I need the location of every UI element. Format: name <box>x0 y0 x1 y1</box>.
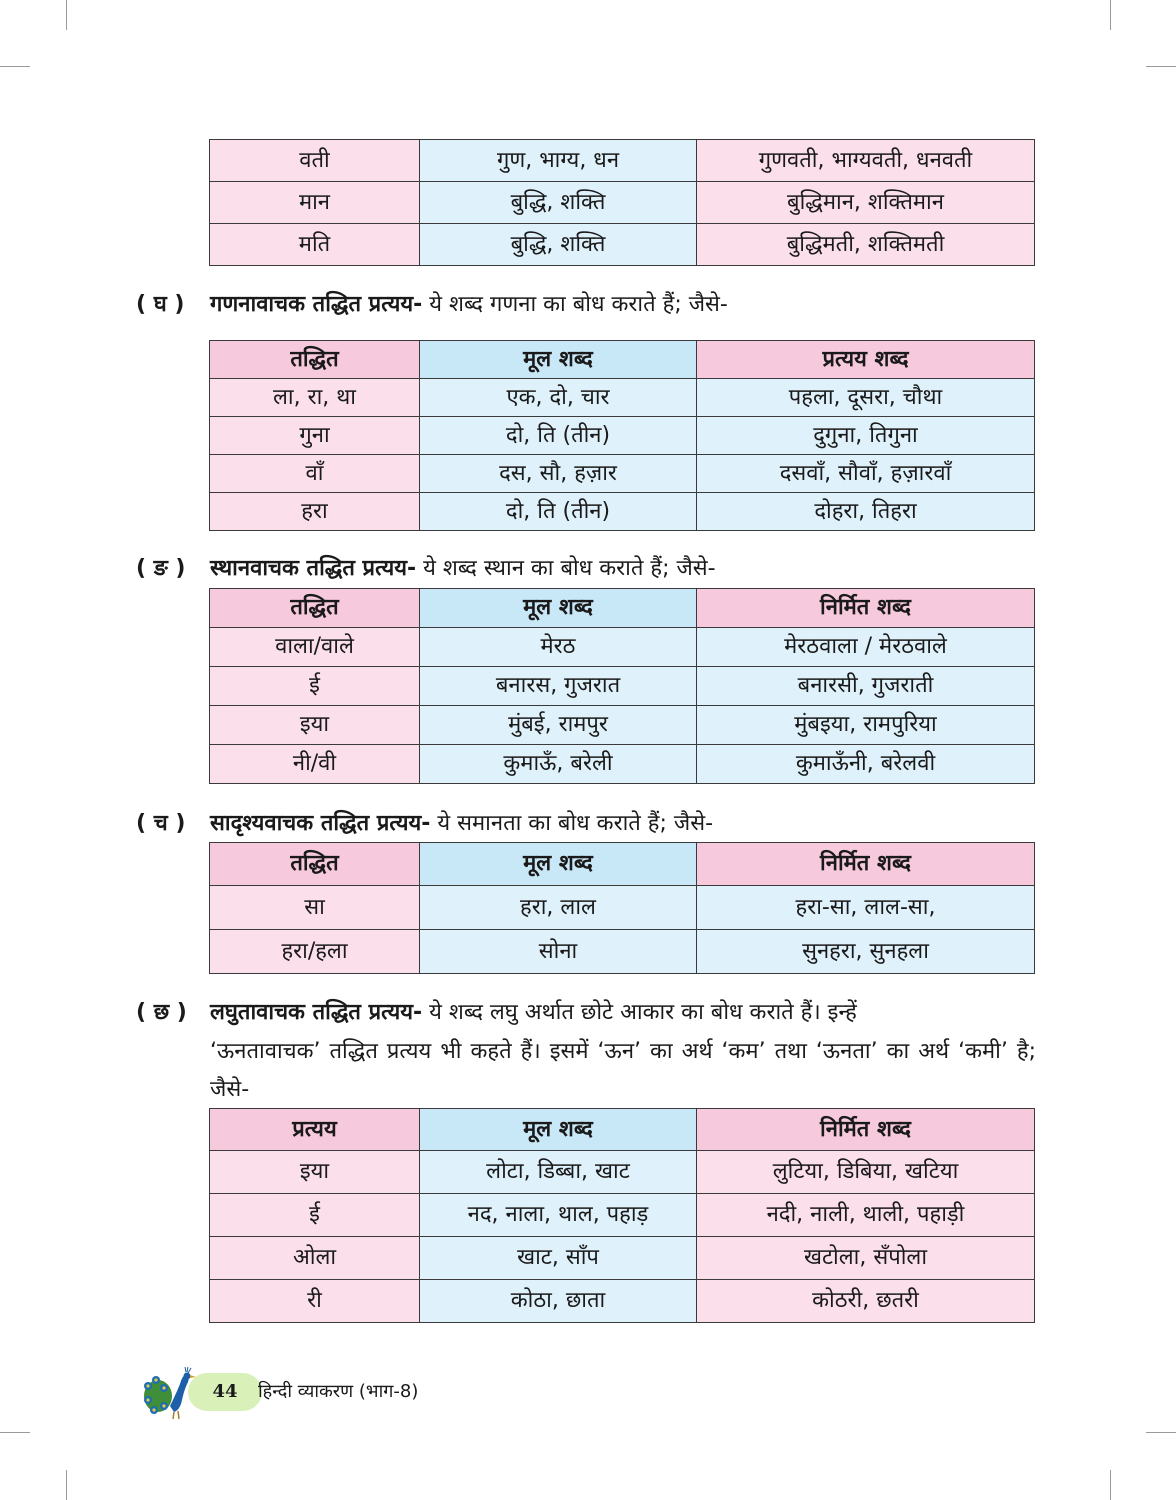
table-cell: नदी, नाली, थाली, पहाड़ी <box>697 1194 1035 1237</box>
table-header-row <box>210 1109 1035 1151</box>
table-cell: दोहरा, तिहरा <box>697 493 1035 531</box>
table-header-row <box>210 589 1035 628</box>
column-header: तद्धित <box>210 589 420 628</box>
crop-mark <box>0 1432 30 1433</box>
table-row <box>210 667 1035 706</box>
table-cell: एक, दो, चार <box>420 379 697 417</box>
table-cell: दो, ति (तीन) <box>420 493 697 531</box>
column-header: तद्धित <box>210 341 420 379</box>
table-cell: दस, सौ, हज़ार <box>420 455 697 493</box>
column-header: निर्मित शब्द <box>697 1109 1035 1151</box>
table-cell: मति <box>210 224 420 266</box>
table-cell: हरा <box>210 493 420 531</box>
crop-mark <box>66 0 67 30</box>
table-cell: ई <box>210 667 420 706</box>
table-row <box>210 628 1035 667</box>
section-heading-chha <box>136 994 1036 1032</box>
page-footer <box>140 1366 500 1420</box>
table-cell: ई <box>210 1194 420 1237</box>
page-number: 44 <box>188 1373 262 1411</box>
table-sadrishyavachak <box>209 842 1035 974</box>
section-label: ( छ ) <box>136 1000 187 1025</box>
section-label: ( ङ ) <box>136 556 186 581</box>
table-row <box>210 1194 1035 1237</box>
table-cell: मेरठवाला / मेरठवाले <box>697 628 1035 667</box>
table-row <box>210 886 1035 930</box>
table-cell: गुण, भाग्य, धन <box>420 140 697 182</box>
book-title: हिन्दी व्याकरण (भाग-8) <box>258 1381 419 1402</box>
table-cell: बुद्धि, शक्ति <box>420 182 697 224</box>
table-cell: हरा, लाल <box>420 886 697 930</box>
table-cell: पहला, दूसरा, चौथा <box>697 379 1035 417</box>
table-cell: हरा-सा, लाल-सा, <box>697 886 1035 930</box>
section-heading-gha <box>136 286 1036 324</box>
crop-mark <box>1146 1432 1176 1433</box>
table-cell: सोना <box>420 930 697 974</box>
section-title: लघुतावाचक तद्धित प्रत्यय- <box>210 1000 423 1025</box>
column-header: निर्मित शब्द <box>697 589 1035 628</box>
section-text: ये शब्द लघु अर्थात छोटे आकार का बोध कराते हैं। इन्हें <box>422 1000 857 1025</box>
table-cell: सा <box>210 886 420 930</box>
table-cell: कुमाऊँ, बरेली <box>420 745 697 784</box>
table-cell: ओला <box>210 1237 420 1280</box>
table-row <box>210 745 1035 784</box>
column-header: मूल शब्द <box>420 589 697 628</box>
column-header: प्रत्यय शब्द <box>697 341 1035 379</box>
table-header-row <box>210 843 1035 886</box>
table-cell: गुणवती, भाग्यवती, धनवती <box>697 140 1035 182</box>
table-cell: खाट, साँप <box>420 1237 697 1280</box>
section-text: ये समानता का बोध कराते हैं; जैसे- <box>430 811 714 836</box>
table-cell: मेरठ <box>420 628 697 667</box>
table-cell: नी/वी <box>210 745 420 784</box>
table-cell: गुना <box>210 417 420 455</box>
section-text: ये शब्द गणना का बोध कराते हैं; जैसे- <box>422 292 728 317</box>
column-header: मूल शब्द <box>420 341 697 379</box>
table-gananavachak <box>209 340 1035 531</box>
table-cell: लोटा, डिब्बा, खाट <box>420 1151 697 1194</box>
table-cell: दसवाँ, सौवाँ, हज़ारवाँ <box>697 455 1035 493</box>
table-cell: बनारसी, गुजराती <box>697 667 1035 706</box>
table-cell: खटोला, सँपोला <box>697 1237 1035 1280</box>
table-cell: बनारस, गुजरात <box>420 667 697 706</box>
crop-mark <box>1110 0 1111 30</box>
column-header: निर्मित शब्द <box>697 843 1035 886</box>
section-heading-cha <box>136 805 1036 843</box>
table-row <box>210 417 1035 455</box>
table-cell: मुंबइया, रामपुरिया <box>697 706 1035 745</box>
table-row <box>210 706 1035 745</box>
table-cell: बुद्धि, शक्ति <box>420 224 697 266</box>
table-cell: ला, रा, था <box>210 379 420 417</box>
table-cell: वाँ <box>210 455 420 493</box>
table-row <box>210 1280 1035 1323</box>
table-cell: कोठा, छाता <box>420 1280 697 1323</box>
table-cell: बुद्धिमती, शक्तिमती <box>697 224 1035 266</box>
section-heading-nga <box>136 550 1036 588</box>
crop-mark <box>0 66 30 67</box>
table-cell: वाला/वाले <box>210 628 420 667</box>
column-header: प्रत्यय <box>210 1109 420 1151</box>
table-cell: सुनहरा, सुनहला <box>697 930 1035 974</box>
table-row <box>210 930 1035 974</box>
table-row <box>210 182 1035 224</box>
table-cell: लुटिया, डिबिया, खटिया <box>697 1151 1035 1194</box>
section-title: गणनावाचक तद्धित प्रत्यय- <box>210 292 423 317</box>
table-cell: हरा/हला <box>210 930 420 974</box>
table-cell: इया <box>210 1151 420 1194</box>
table-row <box>210 379 1035 417</box>
column-header: तद्धित <box>210 843 420 886</box>
section-label: ( घ ) <box>136 292 185 317</box>
table-laghutavachak <box>209 1108 1035 1323</box>
table-sthanvachak <box>209 588 1035 784</box>
section-title: स्थानवाचक तद्धित प्रत्यय- <box>210 556 417 581</box>
section-paragraph: ‘ऊनतावाचक’ तद्धित प्रत्यय भी कहते हैं। इसमें ‘ऊन’ का अर्थ ‘कम’ तथा ‘ऊनता’ का अर्थ ‘कमी’ है; जैसे- <box>210 1039 1036 1102</box>
table-top <box>209 139 1035 266</box>
table-cell: री <box>210 1280 420 1323</box>
table-cell: दो, ति (तीन) <box>420 417 697 455</box>
table-cell: कोठरी, छतरी <box>697 1280 1035 1323</box>
table-cell: कुमाऊँनी, बरेलवी <box>697 745 1035 784</box>
table-row <box>210 1237 1035 1280</box>
table-cell: नद, नाला, थाल, पहाड़ <box>420 1194 697 1237</box>
table-cell: दुगुना, तिगुना <box>697 417 1035 455</box>
table-row <box>210 224 1035 266</box>
table-row <box>210 455 1035 493</box>
crop-mark <box>1110 1470 1111 1500</box>
table-row <box>210 140 1035 182</box>
table-row <box>210 493 1035 531</box>
table-cell: मान <box>210 182 420 224</box>
section-title: सादृश्यवाचक तद्धित प्रत्यय- <box>210 811 431 836</box>
section-text: ये शब्द स्थान का बोध कराते हैं; जैसे- <box>416 556 716 581</box>
crop-mark <box>1146 66 1176 67</box>
table-row <box>210 1151 1035 1194</box>
table-cell: वती <box>210 140 420 182</box>
crop-mark <box>66 1470 67 1500</box>
column-header: मूल शब्द <box>420 843 697 886</box>
table-header-row <box>210 341 1035 379</box>
table-cell: बुद्धिमान, शक्तिमान <box>697 182 1035 224</box>
section-label: ( च ) <box>136 811 186 836</box>
table-cell: मुंबई, रामपुर <box>420 706 697 745</box>
column-header: मूल शब्द <box>420 1109 697 1151</box>
table-cell: इया <box>210 706 420 745</box>
